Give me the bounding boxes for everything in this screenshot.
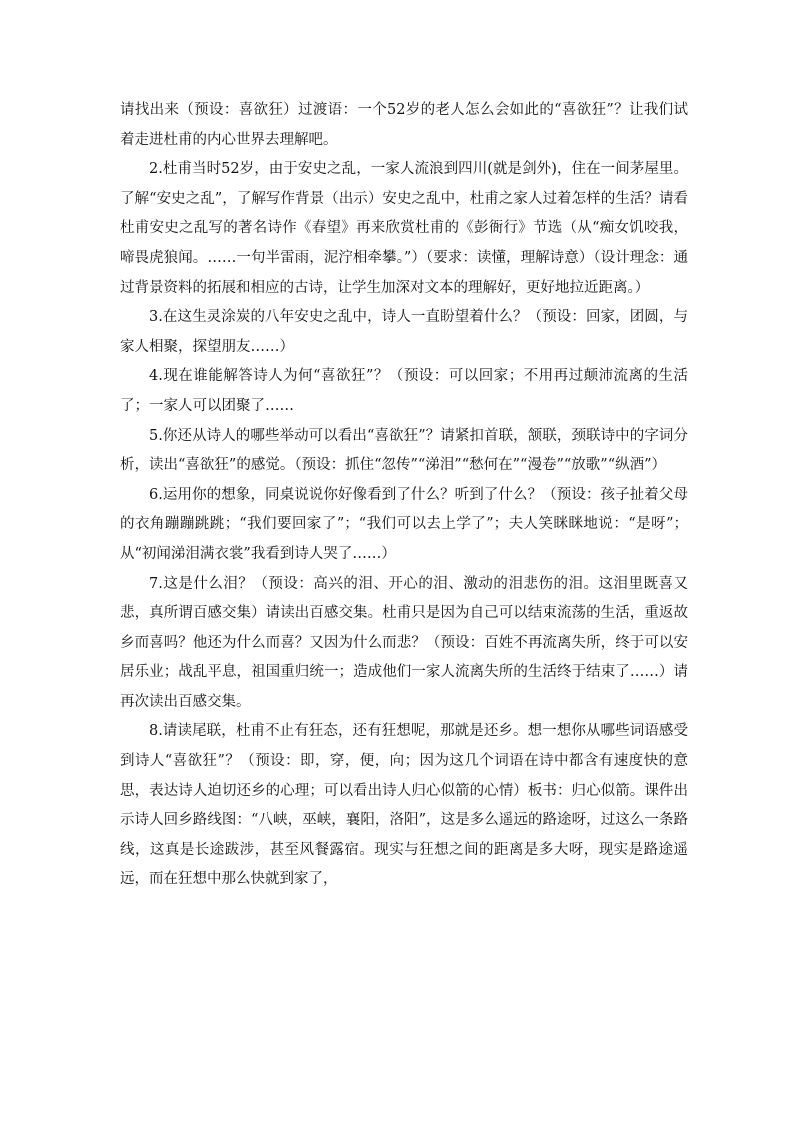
paragraph-item-4: 4.现在谁能解答诗人为何“喜欲狂”？（预设：可以回家；不用再过颠沛流离的生活了；一家人可以团聚了……	[120, 368, 688, 414]
paragraph-item-7: 7.这是什么泪？（预设：高兴的泪、开心的泪、激动的泪悲伤的泪。这泪里既喜又悲，真所谓百感交集）请读出百感交集。杜甫只是因为自己可以结束流荡的生活，重返故乡而喜吗？他还为什么而喜？又因为什么而悲？（预设：百姓不再流离失所，终于可以安居乐业；战乱平息，祖国重归统一；造成他们一家人流离失所的生活终于结束了……）请再次读出百感交集。	[120, 575, 688, 710]
paragraph-item-5: 5.你还从诗人的哪些举动可以看出“喜欲狂”？请紧扣首联，颔联，颈联诗中的字词分析，读出“喜欲狂”的感觉。（预设：抓住“忽传”“涕泪”“愁何在”“漫卷”“放歌”“纵酒”）	[120, 427, 688, 474]
paragraph-item-8: 8.请读尾联，杜甫不止有狂态，还有狂想呢，那就是还乡。想一想你从哪些词语感受到诗人“喜欲狂”？（预设：即，穿，便，向；因为这几个词语在诗中都含有速度快的意思，表达诗人迫切还乡的心理；可以看出诗人归心似箭的心情）板书：归心似箭。课件出示诗人回乡路线图：“八峡，巫峡，襄阳，洛阳”，这是多么遥远的路途呀，过这么一条路线，这真是长途跋涉，甚至风餐露宿。现实与狂想之间的距离是多大呀，现实是路途遥远，而在狂想中那么快就到家了，	[120, 723, 688, 888]
paragraph-transition: 请找出来（预设：喜欲狂）过渡语：一个52岁的老人怎么会如此的“喜欲狂”？让我们试着走进杜甫的内心世界去理解吧。	[120, 102, 688, 148]
paragraph-item-2: 2.杜甫当时52岁，由于安史之乱，一家人流浪到四川(就是剑外)，住在一间茅屋里。了解“安史之乱”，了解写作背景（出示）安史之乱中，杜甫之家人过着怎样的生活？请看杜甫安史之乱写的著名诗作《春望》再来欣赏杜甫的《彭衙行》节选（从“痴女饥咬我，啼畏虎狼闻。……一句半雷雨，泥泞相牵攀。”）（要求：读懂，理解诗意）（设计理念：通过背景资料的拓展和相应的古诗，让学生加深对文本的理解好，更好地拉近距离。）	[120, 161, 688, 296]
document-page	[120, 96, 688, 895]
paragraph-item-6: 6.运用你的想象，同桌说说你好像看到了什么？听到了什么？（预设：孩子扯着父母的衣角蹦蹦跳跳；“我们要回家了”；“我们可以去上学了”；夫人笑眯眯地说：“是呀”；从“初闻涕泪满衣裳”我看到诗人哭了……）	[120, 486, 688, 562]
paragraph-item-3: 3.在这生灵涂炭的八年安史之乱中，诗人一直盼望着什么？（预设：回家，团圆，与家人相聚，探望朋友……）	[120, 309, 688, 355]
